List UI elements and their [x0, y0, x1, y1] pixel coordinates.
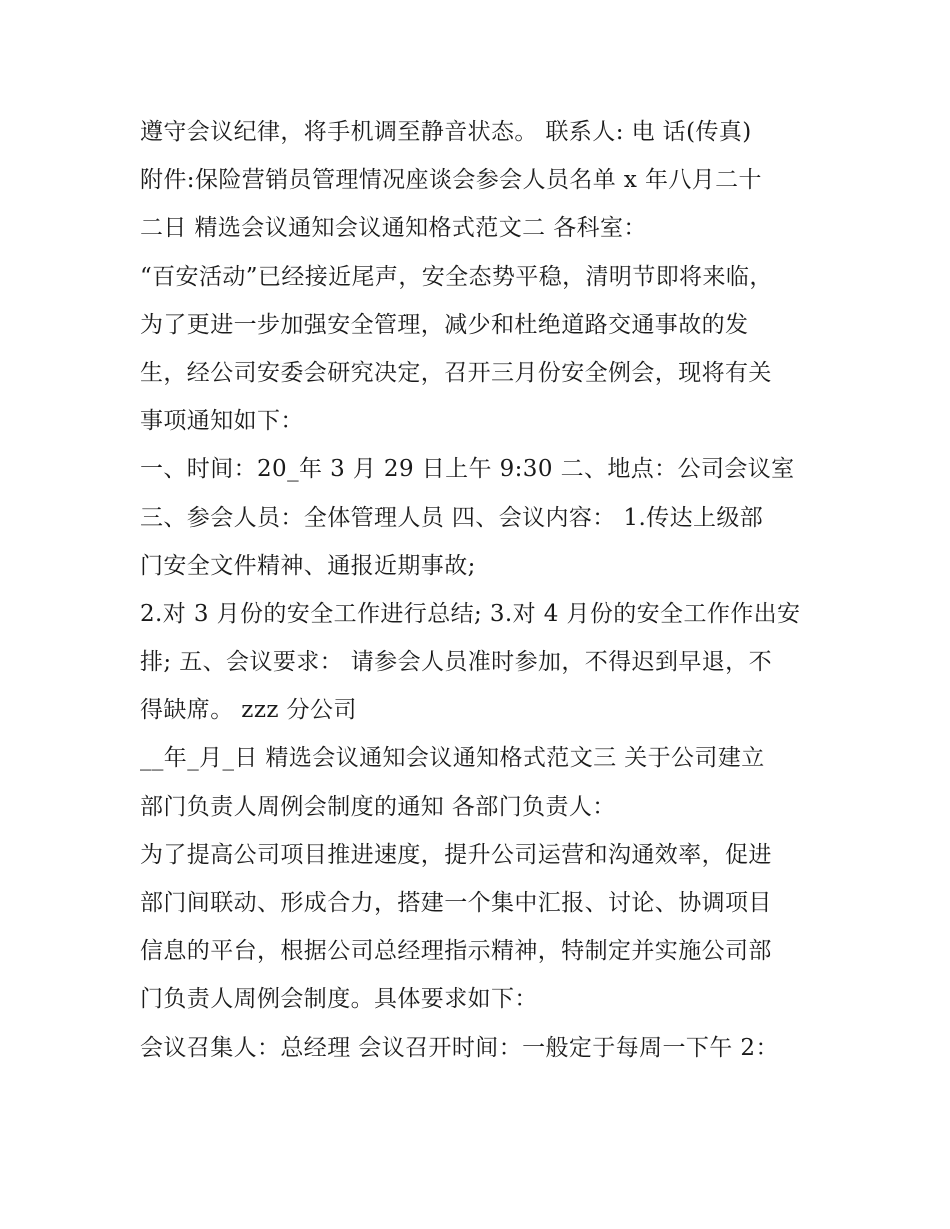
text-line-17: 部门间联动、形成合力，搭建一个集中汇报、讨论、协调项目 [140, 890, 772, 916]
text-line-9: 三、参会人员：全体管理人员 四、会议内容： 1.传达上级部 [140, 504, 764, 531]
text-line-20: 会议召集人：总经理 会议召开时间：一般定于每周一下午 2： [140, 1034, 779, 1061]
text-line-13: 得缺席。 zzz 分公司 [140, 697, 357, 724]
text-line-8: 一、时间：20_年 3 月 29 日上午 9:30 二、地点：公司会议室 [140, 456, 795, 483]
text-line-5: 为了更进一步加强安全管理，减少和杜绝道路交通事故的发 [140, 311, 749, 338]
text-line-12: 排; 五、会议要求： 请参会人员准时参加，不得迟到早退，不 [140, 649, 772, 676]
text-line-7: 事项通知如下： [140, 408, 304, 435]
text-line-15: 部门负责人周例会制度的通知 各部门负责人： [140, 793, 616, 820]
text-line-14: __年_月_日 精选会议通知会议通知格式范文三 关于公司建立 [140, 745, 765, 772]
text-line-18: 信息的平台，根据公司总经理指示精神，特制定并实施公司部 [140, 938, 772, 965]
text-line-16: 为了提高公司项目推进速度，提升公司运营和沟通效率，促进 [140, 841, 772, 868]
text-line-2: 附件:保险营销员管理情况座谈会参会人员名单 x 年八月二十 [140, 167, 762, 194]
text-line-10: 门安全文件精神、通报近期事故; [140, 552, 476, 579]
document-body [140, 108, 830, 1072]
text-line-4: “百安活动”已经接近尾声，安全态势平稳，清明节即将来临， [140, 263, 773, 290]
text-line-6: 生，经公司安委会研究决定，召开三月份安全例会，现将有关 [140, 359, 772, 386]
text-line-19: 门负责人周例会制度。具体要求如下： [140, 986, 538, 1013]
text-line-1: 遵守会议纪律，将手机调至静音状态。 联系人: 电 话(传真) [140, 119, 752, 145]
text-line-11: 2.对 3 月份的安全工作进行总结; 3.对 4 月份的安全工作作出安 [140, 600, 801, 627]
text-line-3: 二日 精选会议通知会议通知格式范文二 各科室： [140, 215, 647, 242]
